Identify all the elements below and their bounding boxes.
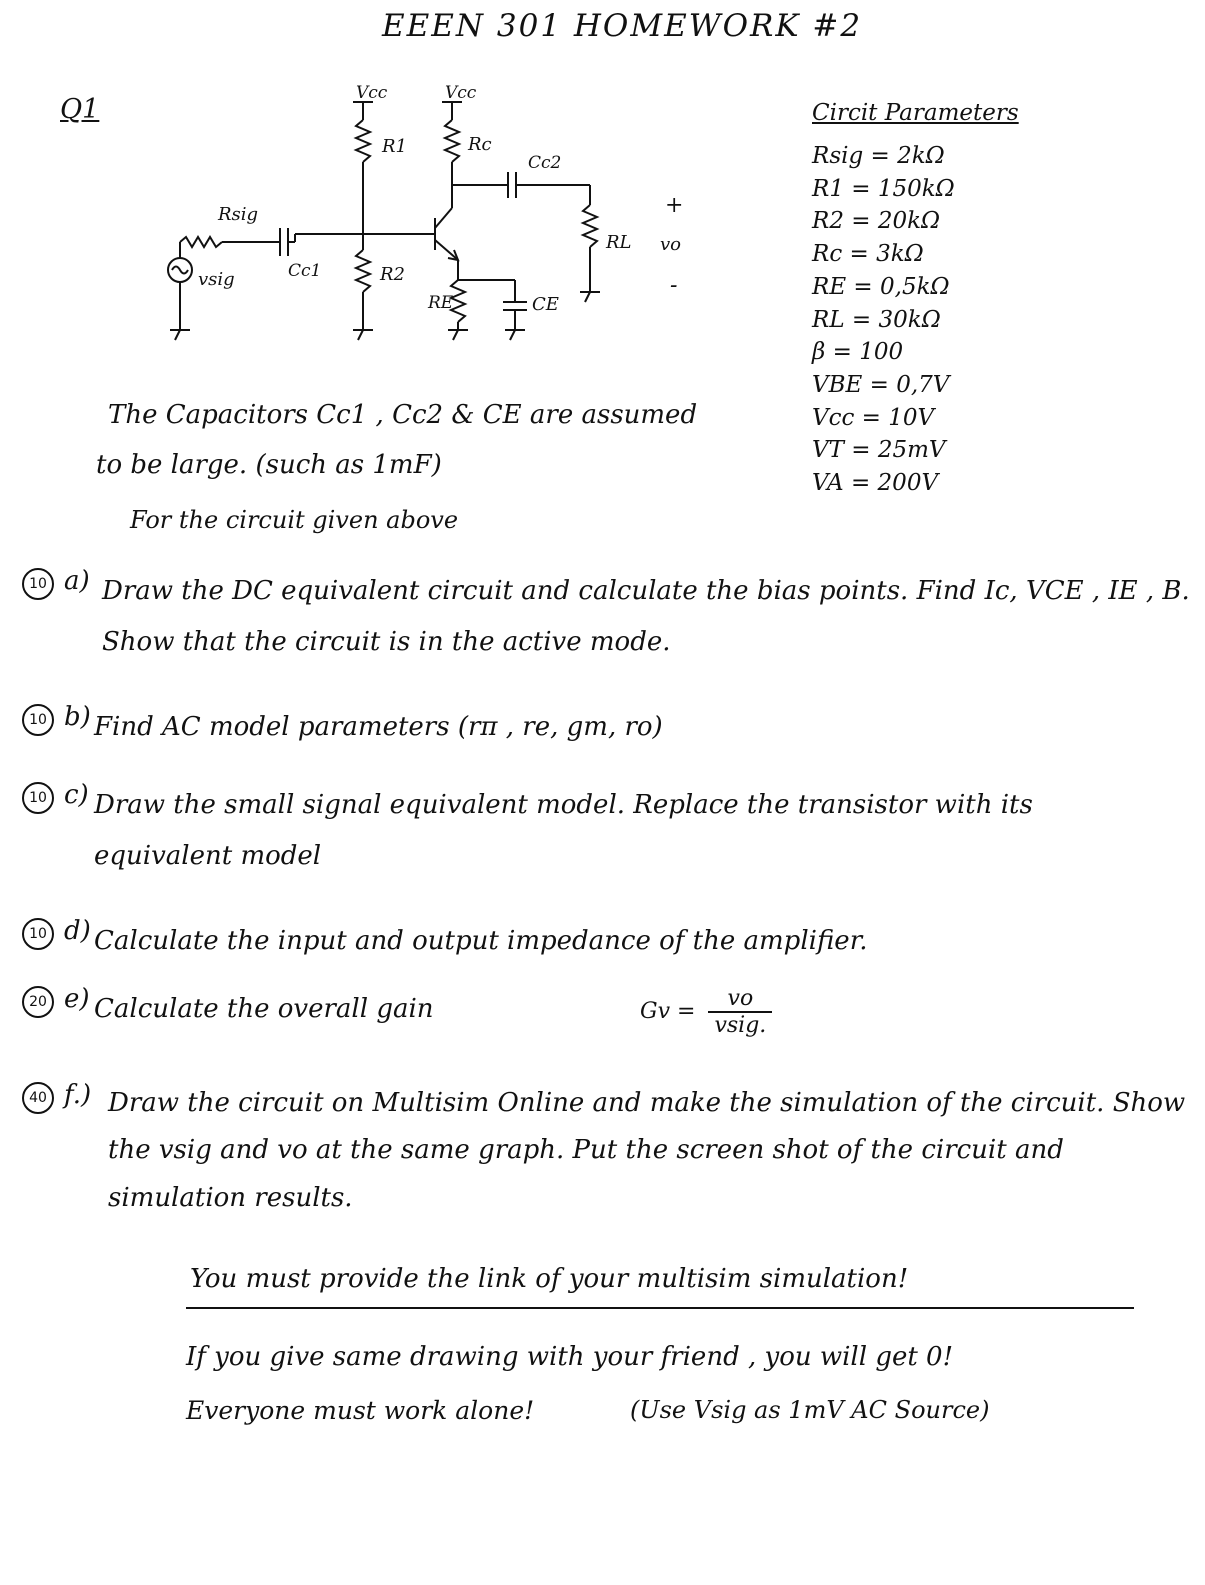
rsig-label: Rsig [218, 204, 259, 225]
vcc-left-label: Vcc [356, 83, 388, 103]
vcc-right-label: Vcc [445, 83, 477, 103]
transistor-collector [435, 208, 452, 228]
circuit-schematic [160, 80, 700, 350]
points-badge: 40 [22, 1082, 54, 1114]
param-re: RE = 0,5kΩ [812, 273, 950, 300]
cc2-label: Cc2 [528, 153, 562, 173]
gain-denominator: vsig. [714, 1013, 767, 1038]
page-title: EEEN 301 HOMEWORK #2 [382, 8, 863, 44]
re-label: RE [428, 293, 454, 313]
points-badge: 20 [22, 986, 54, 1018]
points-badge: 10 [22, 704, 54, 736]
question-number: Q1 [60, 94, 100, 125]
param-rsig: Rsig = 2kΩ [812, 143, 945, 169]
param-r1: R1 = 150kΩ [812, 175, 955, 202]
rsig-resistor [180, 237, 222, 247]
question-text: Draw the small signal equivalent model. Replace the transistor with its equivalent model [94, 790, 1033, 871]
vo-plus: + [665, 193, 684, 218]
work-alone-note: Everyone must work alone! [186, 1396, 535, 1425]
param-beta: β = 100 [812, 339, 904, 366]
parameters-list [812, 140, 955, 500]
question-letter: e) [64, 984, 90, 1014]
r2-label: R2 [380, 264, 406, 285]
question-text: Calculate the overall gain [94, 994, 434, 1024]
points-badge: 10 [22, 918, 54, 950]
rc-label: Rc [468, 134, 492, 155]
r1-label: R1 [382, 136, 408, 157]
param-vcc: Vcc = 10V [812, 404, 935, 431]
param-va: VA = 200V [812, 470, 939, 497]
question-letter: f.) [64, 1080, 92, 1110]
source-note: (Use Vsig as 1mV AC Source) [630, 1396, 990, 1424]
cc1-label: Cc1 [288, 261, 322, 281]
capacitor-note: The Capacitors Cc1 , Cc2 & CE are assumed [108, 400, 698, 430]
points-badge: 10 [22, 782, 54, 814]
param-rl: RL = 30kΩ [812, 306, 941, 333]
rc-resistor [445, 120, 459, 162]
question-text: Draw the circuit on Multisim Online and make the simulation of the circuit. Show the vsig and vo at the same graph. Put the screen shot of the circuit and simulation results. [108, 1088, 1186, 1213]
gain-formula [640, 986, 772, 1038]
capacitor-note-continued: to be large. (such as 1mF) [96, 450, 442, 480]
question-letter: c) [64, 780, 89, 810]
ce-label: CE [532, 294, 559, 315]
question-letter: a) [64, 566, 90, 596]
vo-label: vo [660, 234, 682, 255]
gain-lhs: Gv = [640, 999, 696, 1024]
question-text: Calculate the input and output impedance of the amplifier. [94, 926, 868, 956]
param-vbe: VBE = 0,7V [812, 371, 950, 398]
rl-label: RL [606, 232, 632, 253]
question-letter: b) [64, 702, 91, 732]
question-letter: d) [64, 916, 91, 946]
link-requirement: You must provide the link of your multisim simulation! [190, 1264, 909, 1294]
vo-minus: - [670, 273, 678, 298]
rl-resistor [583, 205, 597, 247]
circuit-intro: For the circuit given above [130, 506, 459, 534]
question-text: Find AC model parameters (rπ , re, gm, ro) [94, 712, 663, 742]
question-text: Draw the DC equivalent circuit and calculate the bias points. Find Ic, VCE , IE , B. Show that the circuit is in the active mode. [102, 576, 1190, 657]
param-vt: VT = 25mV [812, 437, 946, 464]
vsig-label: vsig [198, 269, 235, 290]
copy-warning: If you give same drawing with your friend , you will get 0! [186, 1342, 954, 1372]
parameters-title: Circit Parameters [812, 100, 1019, 126]
r1-resistor [356, 120, 370, 162]
underline-divider [186, 1307, 1134, 1309]
gain-fraction [708, 986, 772, 1038]
gain-numerator: vo [708, 986, 772, 1013]
param-rc: Rc = 3kΩ [812, 241, 924, 268]
r2-resistor [356, 250, 370, 292]
points-badge: 10 [22, 568, 54, 600]
param-r2: R2 = 20kΩ [812, 208, 941, 235]
